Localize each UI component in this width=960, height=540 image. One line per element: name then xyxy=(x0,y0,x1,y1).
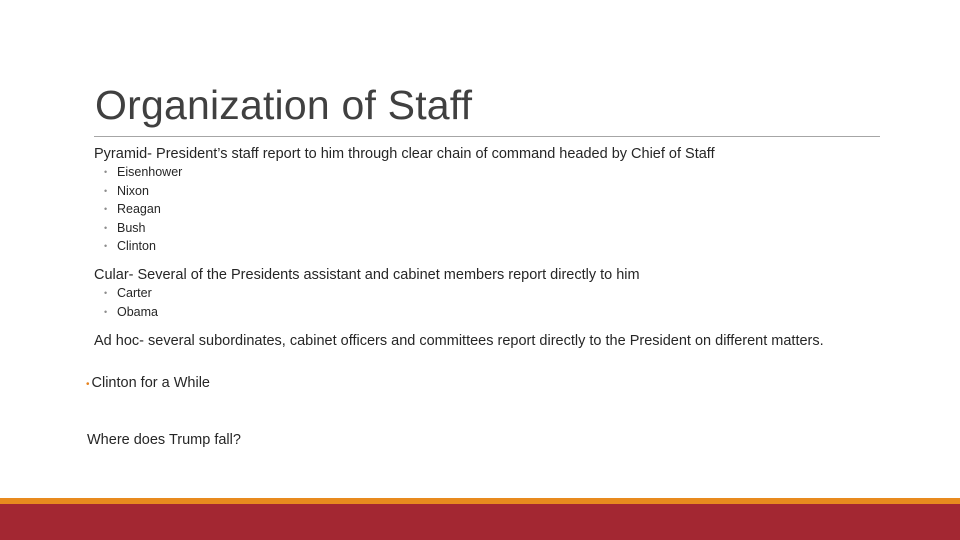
list-item-label: Obama xyxy=(117,304,158,319)
list-item xyxy=(104,163,182,182)
bullet-icon: • xyxy=(104,306,108,317)
adhoc-bullet-label: Clinton for a While xyxy=(91,375,210,391)
list-item-label: Carter xyxy=(117,286,152,300)
question-text: Where does Trump fall? xyxy=(87,432,241,448)
list-item-label: Eisenhower xyxy=(117,165,183,179)
pyramid-paragraph: Pyramid- President’s staff report to him through clear chain of command headed by Chief of Staff xyxy=(94,146,715,162)
adhoc-bullet xyxy=(86,375,210,393)
list-item xyxy=(104,284,158,303)
footer-band xyxy=(0,504,960,540)
list-item xyxy=(104,182,182,201)
bullet-icon: • xyxy=(104,167,108,177)
bullet-icon: • xyxy=(86,379,90,390)
pyramid-list xyxy=(104,163,182,256)
bullet-icon: • xyxy=(104,288,108,298)
bullet-icon: • xyxy=(104,185,108,196)
list-item-label: Bush xyxy=(117,220,146,235)
list-item-label: Clinton xyxy=(117,239,156,253)
list-item-label: Reagan xyxy=(117,202,161,216)
bullet-icon: • xyxy=(104,204,108,214)
slide-title: Organization of Staff xyxy=(95,82,473,128)
adhoc-paragraph: Ad hoc- several subordinates, cabinet officers and committees report directly to the President on different matters. xyxy=(94,333,824,349)
list-item xyxy=(104,237,182,256)
bullet-icon: • xyxy=(104,241,108,251)
list-item xyxy=(104,303,158,322)
bullet-icon: • xyxy=(104,222,108,233)
list-item xyxy=(104,200,182,219)
cular-list xyxy=(104,284,158,321)
cular-paragraph: Cular- Several of the Presidents assistant and cabinet members report directly to him xyxy=(94,267,640,283)
list-item-label: Nixon xyxy=(117,183,149,198)
list-item xyxy=(104,219,182,238)
title-divider xyxy=(94,136,880,137)
